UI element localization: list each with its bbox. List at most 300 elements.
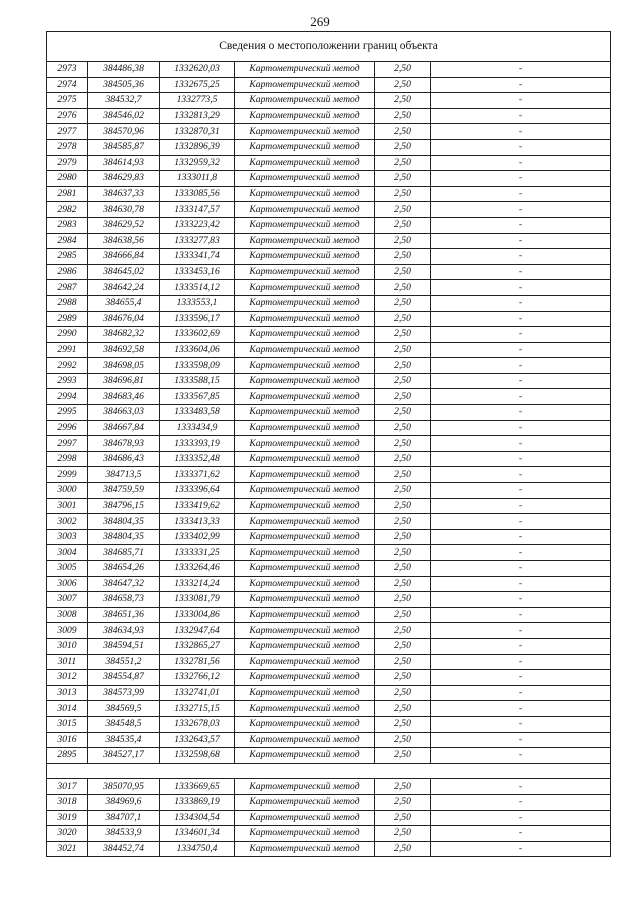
cell-coord-x: 384685,71 — [88, 545, 160, 561]
cell-note: - — [431, 779, 611, 795]
cell-accuracy: 2,50 — [375, 311, 431, 327]
cell-coord-y: 1333402,99 — [160, 529, 235, 545]
cell-point-number: 3011 — [47, 654, 88, 670]
cell-coord-x: 384804,35 — [88, 529, 160, 545]
table-row — [47, 592, 611, 608]
cell-note: - — [431, 436, 611, 452]
cell-coord-x: 384804,35 — [88, 514, 160, 530]
cell-coord-y: 1332678,03 — [160, 716, 235, 732]
cell-note: - — [431, 732, 611, 748]
cell-coord-y: 1333419,62 — [160, 498, 235, 514]
cell-accuracy: 2,50 — [375, 280, 431, 296]
cell-coord-y: 1334304,54 — [160, 810, 235, 826]
table-row — [47, 638, 611, 654]
cell-note: - — [431, 701, 611, 717]
cell-accuracy: 2,50 — [375, 217, 431, 233]
cell-coord-x: 384759,59 — [88, 483, 160, 499]
cell-point-number: 3005 — [47, 561, 88, 577]
cell-coord-x: 384486,38 — [88, 62, 160, 78]
cell-coord-y: 1332741,01 — [160, 685, 235, 701]
cell-method: Картометрический метод — [235, 264, 375, 280]
cell-point-number: 3016 — [47, 732, 88, 748]
table-title: Сведения о местоположении границ объекта — [47, 32, 611, 62]
cell-coord-y: 1333371,62 — [160, 467, 235, 483]
table-row — [47, 171, 611, 187]
cell-method: Картометрический метод — [235, 545, 375, 561]
cell-point-number: 2981 — [47, 186, 88, 202]
cell-point-number: 2975 — [47, 93, 88, 109]
cell-point-number: 2973 — [47, 62, 88, 78]
cell-coord-x: 384678,93 — [88, 436, 160, 452]
cell-accuracy: 2,50 — [375, 62, 431, 78]
cell-point-number: 3021 — [47, 841, 88, 857]
table-row — [47, 732, 611, 748]
cell-point-number: 2987 — [47, 280, 88, 296]
table-row — [47, 607, 611, 623]
cell-coord-y: 1333393,19 — [160, 436, 235, 452]
cell-method: Картометрический метод — [235, 436, 375, 452]
cell-note: - — [431, 561, 611, 577]
cell-method: Картометрический метод — [235, 451, 375, 467]
cell-coord-y: 1332675,25 — [160, 77, 235, 93]
cell-coord-y: 1333669,65 — [160, 779, 235, 795]
cell-method: Картометрический метод — [235, 217, 375, 233]
cell-point-number: 2991 — [47, 342, 88, 358]
cell-method: Картометрический метод — [235, 748, 375, 764]
cell-accuracy: 2,50 — [375, 810, 431, 826]
cell-coord-y: 1333483,58 — [160, 405, 235, 421]
table-row — [47, 576, 611, 592]
cell-accuracy: 2,50 — [375, 358, 431, 374]
cell-coord-x: 385070,95 — [88, 779, 160, 795]
table-row — [47, 233, 611, 249]
cell-note: - — [431, 389, 611, 405]
cell-method: Картометрический метод — [235, 202, 375, 218]
cell-method: Картометрический метод — [235, 327, 375, 343]
cell-note: - — [431, 592, 611, 608]
cell-point-number: 2978 — [47, 139, 88, 155]
cell-coord-x: 384630,78 — [88, 202, 160, 218]
cell-method: Картометрический метод — [235, 249, 375, 265]
cell-note: - — [431, 451, 611, 467]
cell-method: Картометрический метод — [235, 405, 375, 421]
cell-method: Картометрический метод — [235, 186, 375, 202]
table-row — [47, 249, 611, 265]
cell-note: - — [431, 217, 611, 233]
table-row — [47, 93, 611, 109]
cell-coord-x: 384682,32 — [88, 327, 160, 343]
cell-method: Картометрический метод — [235, 342, 375, 358]
cell-coord-x: 384569,5 — [88, 701, 160, 717]
cell-accuracy: 2,50 — [375, 841, 431, 857]
table-row — [47, 202, 611, 218]
cell-point-number: 2993 — [47, 373, 88, 389]
cell-coord-x: 384642,24 — [88, 280, 160, 296]
cell-coord-x: 384713,5 — [88, 467, 160, 483]
cell-method: Картометрический метод — [235, 529, 375, 545]
cell-note: - — [431, 358, 611, 374]
cell-point-number: 2983 — [47, 217, 88, 233]
cell-method: Картометрический метод — [235, 62, 375, 78]
cell-note: - — [431, 139, 611, 155]
cell-coord-x: 384667,84 — [88, 420, 160, 436]
cell-point-number: 3019 — [47, 810, 88, 826]
cell-accuracy: 2,50 — [375, 139, 431, 155]
cell-note: - — [431, 498, 611, 514]
cell-note: - — [431, 748, 611, 764]
page-number: 269 — [310, 14, 330, 29]
table-row — [47, 483, 611, 499]
cell-coord-x: 384533,9 — [88, 826, 160, 842]
table-row — [47, 748, 611, 764]
cell-accuracy: 2,50 — [375, 561, 431, 577]
cell-accuracy: 2,50 — [375, 623, 431, 639]
cell-coord-x: 384683,46 — [88, 389, 160, 405]
cell-coord-x: 384505,36 — [88, 77, 160, 93]
table-row — [47, 529, 611, 545]
table-row — [47, 295, 611, 311]
cell-accuracy: 2,50 — [375, 155, 431, 171]
cell-coord-y: 1333223,42 — [160, 217, 235, 233]
cell-point-number: 2986 — [47, 264, 88, 280]
table-row — [47, 389, 611, 405]
cell-method: Картометрический метод — [235, 93, 375, 109]
cell-method: Картометрический метод — [235, 685, 375, 701]
cell-method: Картометрический метод — [235, 311, 375, 327]
table-row — [47, 155, 611, 171]
cell-coord-y: 1333596,17 — [160, 311, 235, 327]
cell-accuracy: 2,50 — [375, 295, 431, 311]
cell-coord-y: 1334750,4 — [160, 841, 235, 857]
cell-point-number: 2997 — [47, 436, 88, 452]
cell-coord-y: 1333453,16 — [160, 264, 235, 280]
cell-coord-y: 1334601,34 — [160, 826, 235, 842]
table-row — [47, 545, 611, 561]
table-row — [47, 311, 611, 327]
cell-note: - — [431, 638, 611, 654]
cell-point-number: 2976 — [47, 108, 88, 124]
cell-coord-x: 384696,81 — [88, 373, 160, 389]
cell-coord-y: 1333011,8 — [160, 171, 235, 187]
cell-accuracy: 2,50 — [375, 607, 431, 623]
cell-point-number: 3008 — [47, 607, 88, 623]
cell-coord-y: 1333341,74 — [160, 249, 235, 265]
cell-method: Картометрический метод — [235, 295, 375, 311]
cell-method: Картометрический метод — [235, 280, 375, 296]
cell-coord-y: 1333567,85 — [160, 389, 235, 405]
cell-accuracy: 2,50 — [375, 467, 431, 483]
cell-coord-y: 1333264,46 — [160, 561, 235, 577]
cell-accuracy: 2,50 — [375, 592, 431, 608]
cell-coord-y: 1332643,57 — [160, 732, 235, 748]
cell-accuracy: 2,50 — [375, 249, 431, 265]
cell-coord-y: 1332813,29 — [160, 108, 235, 124]
cell-accuracy: 2,50 — [375, 514, 431, 530]
cell-accuracy: 2,50 — [375, 498, 431, 514]
cell-accuracy: 2,50 — [375, 654, 431, 670]
cell-note: - — [431, 311, 611, 327]
cell-point-number: 3018 — [47, 794, 88, 810]
cell-accuracy: 2,50 — [375, 373, 431, 389]
cell-coord-y: 1333004,86 — [160, 607, 235, 623]
cell-point-number: 2988 — [47, 295, 88, 311]
cell-coord-x: 384585,87 — [88, 139, 160, 155]
table-row — [47, 77, 611, 93]
cell-note: - — [431, 62, 611, 78]
cell-method: Картометрический метод — [235, 498, 375, 514]
cell-point-number: 3000 — [47, 483, 88, 499]
cell-coord-x: 384573,99 — [88, 685, 160, 701]
separator-cell — [47, 763, 611, 779]
cell-accuracy: 2,50 — [375, 529, 431, 545]
cell-note: - — [431, 623, 611, 639]
table-row — [47, 841, 611, 857]
cell-coord-x: 384655,4 — [88, 295, 160, 311]
cell-point-number: 3017 — [47, 779, 88, 795]
cell-coord-x: 384645,02 — [88, 264, 160, 280]
cell-accuracy: 2,50 — [375, 342, 431, 358]
cell-note: - — [431, 576, 611, 592]
table-row — [47, 451, 611, 467]
cell-accuracy: 2,50 — [375, 233, 431, 249]
cell-method: Картометрический метод — [235, 623, 375, 639]
cell-coord-y: 1332620,03 — [160, 62, 235, 78]
cell-accuracy: 2,50 — [375, 420, 431, 436]
cell-accuracy: 2,50 — [375, 483, 431, 499]
cell-method: Картометрический метод — [235, 389, 375, 405]
table-row — [47, 108, 611, 124]
cell-accuracy: 2,50 — [375, 77, 431, 93]
cell-coord-y: 1332781,56 — [160, 654, 235, 670]
cell-method: Картометрический метод — [235, 77, 375, 93]
cell-coord-y: 1332865,27 — [160, 638, 235, 654]
cell-coord-y: 1333396,64 — [160, 483, 235, 499]
table-row — [47, 716, 611, 732]
table-row — [47, 467, 611, 483]
cell-note: - — [431, 545, 611, 561]
cell-note: - — [431, 373, 611, 389]
cell-method: Картометрический метод — [235, 592, 375, 608]
table-row — [47, 139, 611, 155]
cell-accuracy: 2,50 — [375, 327, 431, 343]
cell-note: - — [431, 467, 611, 483]
cell-method: Картометрический метод — [235, 358, 375, 374]
cell-note: - — [431, 514, 611, 530]
table-row — [47, 498, 611, 514]
cell-accuracy: 2,50 — [375, 779, 431, 795]
cell-coord-x: 384570,96 — [88, 124, 160, 140]
cell-method: Картометрический метод — [235, 732, 375, 748]
cell-coord-y: 1333352,48 — [160, 451, 235, 467]
cell-coord-x: 384637,33 — [88, 186, 160, 202]
table-row — [47, 623, 611, 639]
cell-coord-x: 384707,1 — [88, 810, 160, 826]
cell-coord-x: 384658,73 — [88, 592, 160, 608]
cell-note: - — [431, 186, 611, 202]
cell-coord-y: 1332959,32 — [160, 155, 235, 171]
table-row — [47, 62, 611, 78]
cell-coord-x: 384594,51 — [88, 638, 160, 654]
cell-method: Картометрический метод — [235, 155, 375, 171]
cell-coord-x: 384554,87 — [88, 670, 160, 686]
cell-method: Картометрический метод — [235, 171, 375, 187]
cell-accuracy: 2,50 — [375, 576, 431, 592]
cell-point-number: 2895 — [47, 748, 88, 764]
cell-point-number: 2998 — [47, 451, 88, 467]
cell-note: - — [431, 249, 611, 265]
cell-note: - — [431, 420, 611, 436]
cell-coord-x: 384676,04 — [88, 311, 160, 327]
table-row — [47, 826, 611, 842]
cell-coord-x: 384651,36 — [88, 607, 160, 623]
cell-accuracy: 2,50 — [375, 701, 431, 717]
cell-method: Картометрический метод — [235, 514, 375, 530]
cell-point-number: 2990 — [47, 327, 88, 343]
cell-note: - — [431, 280, 611, 296]
cell-note: - — [431, 529, 611, 545]
cell-coord-y: 1332766,12 — [160, 670, 235, 686]
cell-coord-y: 1333869,19 — [160, 794, 235, 810]
cell-accuracy: 2,50 — [375, 124, 431, 140]
cell-coord-y: 1333553,1 — [160, 295, 235, 311]
table-row — [47, 342, 611, 358]
table-row — [47, 436, 611, 452]
table-row — [47, 124, 611, 140]
cell-coord-y: 1333277,83 — [160, 233, 235, 249]
cell-coord-y: 1332598,68 — [160, 748, 235, 764]
cell-accuracy: 2,50 — [375, 171, 431, 187]
cell-accuracy: 2,50 — [375, 716, 431, 732]
cell-method: Картометрический метод — [235, 576, 375, 592]
cell-coord-y: 1332773,5 — [160, 93, 235, 109]
cell-point-number: 2994 — [47, 389, 88, 405]
table-row — [47, 794, 611, 810]
cell-point-number: 3006 — [47, 576, 88, 592]
cell-method: Картометрический метод — [235, 373, 375, 389]
cell-coord-x: 384666,84 — [88, 249, 160, 265]
table-row — [47, 373, 611, 389]
cell-coord-y: 1333214,24 — [160, 576, 235, 592]
table-row — [47, 701, 611, 717]
cell-note: - — [431, 826, 611, 842]
cell-method: Картометрический метод — [235, 701, 375, 717]
cell-point-number: 3003 — [47, 529, 88, 545]
cell-note: - — [431, 716, 611, 732]
cell-coord-y: 1333604,06 — [160, 342, 235, 358]
cell-coord-x: 384614,93 — [88, 155, 160, 171]
cell-accuracy: 2,50 — [375, 264, 431, 280]
cell-accuracy: 2,50 — [375, 748, 431, 764]
cell-note: - — [431, 607, 611, 623]
cell-coord-x: 384698,05 — [88, 358, 160, 374]
cell-note: - — [431, 327, 611, 343]
table-row — [47, 186, 611, 202]
cell-point-number: 2999 — [47, 467, 88, 483]
cell-method: Картометрический метод — [235, 670, 375, 686]
cell-note: - — [431, 405, 611, 421]
table-row — [47, 358, 611, 374]
cell-method: Картометрический метод — [235, 108, 375, 124]
cell-note: - — [431, 654, 611, 670]
cell-note: - — [431, 171, 611, 187]
cell-point-number: 3013 — [47, 685, 88, 701]
cell-accuracy: 2,50 — [375, 794, 431, 810]
table-row — [47, 561, 611, 577]
cell-point-number: 3002 — [47, 514, 88, 530]
cell-coord-y: 1332870,31 — [160, 124, 235, 140]
cell-method: Картометрический метод — [235, 233, 375, 249]
table-row — [47, 654, 611, 670]
table-row — [47, 217, 611, 233]
cell-method: Картометрический метод — [235, 779, 375, 795]
cell-coord-x: 384535,4 — [88, 732, 160, 748]
cell-note: - — [431, 77, 611, 93]
cell-method: Картометрический метод — [235, 139, 375, 155]
cell-coord-y: 1333331,25 — [160, 545, 235, 561]
cell-coord-y: 1333514,12 — [160, 280, 235, 296]
cell-point-number: 3014 — [47, 701, 88, 717]
cell-coord-x: 384527,17 — [88, 748, 160, 764]
cell-coord-y: 1333598,09 — [160, 358, 235, 374]
cell-point-number: 3009 — [47, 623, 88, 639]
cell-note: - — [431, 264, 611, 280]
cell-point-number: 2982 — [47, 202, 88, 218]
cell-coord-y: 1333434,9 — [160, 420, 235, 436]
cell-note: - — [431, 124, 611, 140]
cell-coord-y: 1333413,33 — [160, 514, 235, 530]
cell-note: - — [431, 342, 611, 358]
cell-accuracy: 2,50 — [375, 638, 431, 654]
separator-row — [47, 763, 611, 779]
cell-point-number: 2974 — [47, 77, 88, 93]
cell-note: - — [431, 108, 611, 124]
cell-method: Картометрический метод — [235, 420, 375, 436]
cell-coord-y: 1332715,15 — [160, 701, 235, 717]
cell-point-number: 2992 — [47, 358, 88, 374]
cell-coord-x: 384663,03 — [88, 405, 160, 421]
boundary-coordinates-table — [46, 31, 611, 857]
cell-point-number: 3015 — [47, 716, 88, 732]
cell-accuracy: 2,50 — [375, 202, 431, 218]
cell-coord-x: 384692,58 — [88, 342, 160, 358]
cell-coord-x: 384647,32 — [88, 576, 160, 592]
cell-note: - — [431, 685, 611, 701]
cell-note: - — [431, 202, 611, 218]
cell-point-number: 3012 — [47, 670, 88, 686]
cell-coord-y: 1333081,79 — [160, 592, 235, 608]
cell-method: Картометрический метод — [235, 467, 375, 483]
cell-method: Картометрический метод — [235, 124, 375, 140]
cell-point-number: 3004 — [47, 545, 88, 561]
cell-accuracy: 2,50 — [375, 389, 431, 405]
cell-coord-y: 1333602,69 — [160, 327, 235, 343]
cell-point-number: 2985 — [47, 249, 88, 265]
boundary-table-container — [46, 31, 610, 857]
cell-accuracy: 2,50 — [375, 451, 431, 467]
cell-coord-x: 384629,83 — [88, 171, 160, 187]
cell-coord-x: 384551,2 — [88, 654, 160, 670]
table-row — [47, 420, 611, 436]
cell-method: Картометрический метод — [235, 607, 375, 623]
cell-method: Картометрический метод — [235, 841, 375, 857]
cell-note: - — [431, 810, 611, 826]
cell-method: Картометрический метод — [235, 654, 375, 670]
cell-accuracy: 2,50 — [375, 186, 431, 202]
cell-point-number: 2979 — [47, 155, 88, 171]
cell-coord-x: 384452,74 — [88, 841, 160, 857]
cell-accuracy: 2,50 — [375, 93, 431, 109]
cell-point-number: 3020 — [47, 826, 88, 842]
